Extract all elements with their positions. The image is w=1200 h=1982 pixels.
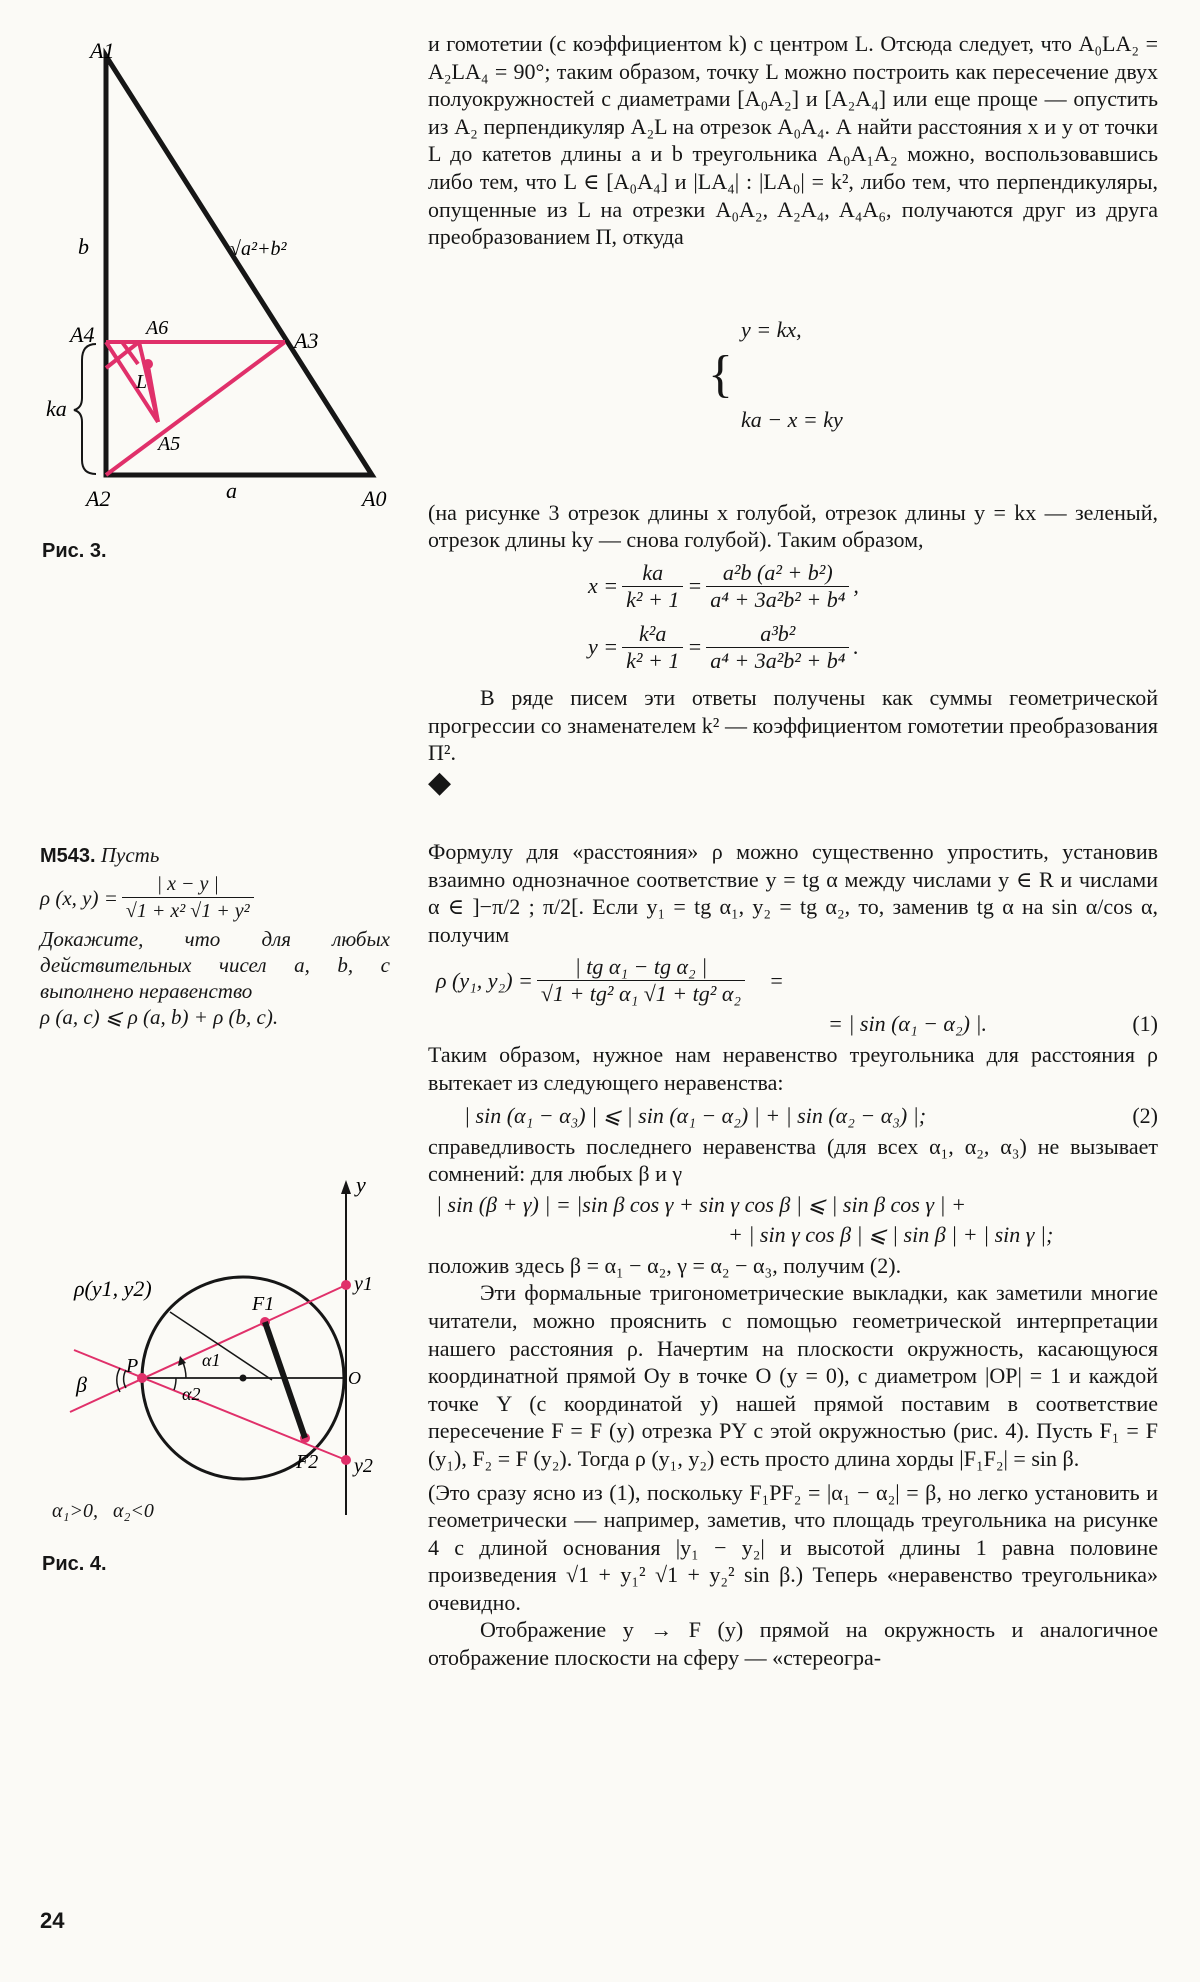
- fig3-label-A6: A6: [146, 317, 169, 339]
- system-lines: [741, 255, 843, 495]
- fig4-label-rho: ρ(y1, y2): [74, 1276, 152, 1301]
- m543-intro: Пусть: [100, 843, 160, 867]
- fig4-label-F1: F1: [252, 1293, 275, 1315]
- fig4-label-beta: β: [76, 1372, 87, 1397]
- m543-fraction-den: √1 + x² √1 + y²: [122, 897, 254, 924]
- fig4-label-y1: y1: [354, 1273, 373, 1295]
- paragraph-10: Отображение y → F (y) прямой на окружность и аналогичное отображение плоскости на сферу — «стереогра-: [428, 1617, 1158, 1671]
- formula-y-frac1: [622, 621, 683, 674]
- formula-x-frac2: [706, 560, 849, 613]
- formula-1-eq: =: [769, 967, 784, 993]
- formula-3b: + | sin γ cos β | ⩽ | sin β | + | sin γ |;: [728, 1221, 1054, 1247]
- fig4-point-y2: [341, 1455, 351, 1465]
- figure-4: [40, 1170, 400, 1530]
- fig3-label-L: L: [136, 371, 148, 393]
- fig4-note: α₁>0, α₂<0: [52, 1500, 154, 1522]
- formula-y-eq: =: [687, 634, 703, 660]
- fig4-label-F2: F2: [296, 1451, 319, 1473]
- fig3-label-ka: ka: [46, 396, 67, 421]
- fig3-label-A5: A5: [158, 433, 181, 455]
- fig4-center: [240, 1375, 247, 1382]
- fig4-alpha2-arc: [174, 1378, 176, 1390]
- formula-x-frac2-num: a²b (a² + b²): [722, 559, 833, 585]
- system-line-1: y = kx,: [740, 316, 802, 342]
- fig4-label-alpha1: α1: [202, 1350, 221, 1370]
- m543-inequality: ρ (a, c) ⩽ ρ (a, b) + ρ (b, c).: [40, 1005, 279, 1029]
- formula-x-frac1-num: ka: [642, 559, 664, 585]
- fig3-caption: Рис. 3.: [42, 540, 107, 562]
- right-column-2: [428, 838, 1158, 1672]
- formula-x-frac1: [622, 560, 683, 613]
- fig3-label-A4: A4: [70, 322, 95, 347]
- formula-x-frac1-den: k² + 1: [622, 586, 683, 613]
- formula-y-frac1-num: k²a: [639, 620, 667, 646]
- fig4-y-arrow: [341, 1180, 351, 1194]
- formula-x: [588, 560, 1158, 613]
- paragraph-5: Таким образом, нужное нам неравенство треугольника для расстояния ρ вытекает из следующего неравенства:: [428, 1042, 1158, 1095]
- paragraph-1: и гомотетии (с коэффициентом k) с центром L. Отсюда следует, что A₀LA₂ = A₂LA₄ = 90°; таким образом, точку L можно построить как пересечение двух полуокружностей с диаметрами [A₀A₂] и [A₂A₄] или еще проще — опустить из A₂ перпендикуляр A₂L на отрезок A₀A₄. А найти расстояния x и y от точки L до катетов длины a и b треугольника A₀A₁A₂ можно, воспользовавшись либо тем, что L ∈ [A₀A₄] и |LA₄| : |LA₀| = k², либо тем, что перпендикуляры, опущенные из L на отрезки A₀A₂, A₂A₄, A₄A₆, получаются друг из друга преобразованием Π, откуда: [428, 31, 1158, 250]
- right-column: [428, 30, 1158, 767]
- fig4-label-O: O: [348, 1368, 361, 1388]
- formula-y-frac1-den: k² + 1: [622, 647, 683, 674]
- fig4-label-alpha2: α2: [182, 1384, 201, 1404]
- fig4-point-y1: [341, 1280, 351, 1290]
- formula-1-lhs: ρ (y₁, y₂) =: [436, 967, 533, 993]
- system-of-equations: [708, 255, 1158, 495]
- page-number: 24: [40, 1908, 65, 1933]
- fig3-ka-brace: [74, 344, 96, 474]
- system-line-2: ka − x = ky: [740, 406, 843, 432]
- fig3-label-A2: A2: [86, 486, 111, 510]
- m543-formula: [40, 871, 390, 924]
- formula-1-line2: [828, 1011, 1158, 1037]
- formula-y-lhs: y =: [588, 634, 619, 660]
- formula-x-end: ,: [853, 573, 859, 599]
- formula-3a: | sin (β + γ) | = |sin β cos γ + sin γ cos β | ⩽ | sin β cos γ | +: [436, 1191, 966, 1217]
- paragraph-6: справедливость последнего неравенства (для всех α₁, α₂, α₃) не вызывает сомнений: для любых β и γ: [428, 1133, 1158, 1187]
- system-brace: {: [708, 345, 733, 403]
- formula-2: [464, 1103, 1158, 1129]
- fig3-point-L: [143, 359, 153, 369]
- fig3-label-a: a: [226, 478, 237, 503]
- formula-y-frac2-den: a⁴ + 3a²b² + b⁴: [706, 647, 849, 674]
- formula-x-eq: =: [687, 573, 703, 599]
- formula-y-frac2: [706, 621, 849, 674]
- fig3-label-hyp: √a²+b²: [230, 238, 287, 260]
- formula-2-tag: (2): [1132, 1102, 1158, 1128]
- fig3-label-A3: A3: [294, 328, 319, 353]
- formula-y-frac2-num: a³b²: [760, 620, 796, 646]
- m543-fraction: [122, 871, 254, 924]
- m543-body: Докажите, что для любых действительных чисел a, b, с выполнено неравенство: [40, 927, 390, 1003]
- fig3-label-b: b: [78, 234, 89, 259]
- m543-label: М543.: [40, 845, 96, 867]
- section-diamond: ◆: [428, 766, 452, 799]
- formula-1-frac: [537, 954, 745, 1007]
- fig3-main-triangle: [106, 56, 372, 475]
- formula-y-end: .: [853, 634, 859, 660]
- formula-x-frac2-den: a⁴ + 3a²b² + b⁴: [706, 586, 849, 613]
- paragraph-9: (Это сразу ясно из (1), поскольку F₁PF₂ = |α₁ − α₂| = β, но легко установить и геометрически — например, заметив, что площадь треугольника на рисунке 4 с длиной основания |y₁ − y₂| и высотой длины 1 равна половине произведения √1 + y₁² √1 + y₂² sin β.) Теперь «неравенство треугольника» очевидно.: [428, 1479, 1158, 1615]
- formula-1-tag: (1): [1132, 1011, 1158, 1037]
- problem-m543: [40, 842, 390, 1030]
- fig3-pink-lines: [106, 342, 285, 475]
- fig3-label-A0: A0: [362, 486, 387, 510]
- fig4-alpha1-arrow: [178, 1356, 186, 1366]
- formula-1: [436, 954, 1158, 1007]
- fig4-point-P: [137, 1373, 147, 1383]
- m543-fraction-num: | x − y |: [156, 873, 219, 895]
- formula-x-lhs: x =: [588, 573, 619, 599]
- figure-3: [40, 30, 420, 510]
- fig4-label-y: y: [356, 1172, 366, 1197]
- fig4-label-y2: y2: [354, 1455, 373, 1477]
- fig3-label-A1: A1: [90, 38, 115, 63]
- formula-1-result: = | sin (α₁ − α₂) |.: [828, 1011, 988, 1037]
- formula-1-den: √1 + tg² α₁ √1 + tg² α₂: [537, 980, 745, 1007]
- m543-header: [40, 842, 390, 869]
- paragraph-7: положив здесь β = α₁ − α₂, γ = α₂ − α₃, получим (2).: [428, 1252, 902, 1278]
- fig4-caption: Рис. 4.: [42, 1553, 107, 1575]
- formula-y: [588, 621, 1158, 674]
- paragraph-2: (на рисунке 3 отрезок длины x голубой, отрезок длины y = kx — зеленый, отрезок длины ky — снова голубой). Таким образом,: [428, 499, 1158, 553]
- formula-1-num: | tg α₁ − tg α₂ |: [574, 954, 708, 980]
- paragraph-4: Формулу для «расстояния» ρ можно существенно упростить, установив взаимно однозначное соответствие y = tg α между числами y ∈ R и числами α ∈ ]−π/2 ; π/2[. Если y₁ = tg α₁, y₂ = tg α₂, то, заменив tg α на sin α/cos α, получим: [428, 839, 1158, 947]
- formula-2-body: | sin (α₁ − α₃) | ⩽ | sin (α₁ − α₂) | + | sin (α₂ − α₃) |;: [464, 1102, 927, 1128]
- m543-formula-lhs: ρ (x, y) =: [40, 885, 118, 910]
- paragraph-8: Эти формальные тригонометрические выкладки, как заметили многие читатели, можно прояснить с помощью геометрической интерпретации нашего расстояния ρ. Начертим на плоскости окружность, касающуюся координатной прямой Oy в точке O (y = 0), с диаметром |OP| = 1 и каждой точке Y (с координатой y) нашей прямой поставим в соответствие пересечение F = F (y) отрезка PY с этой окружностью (рис. 4). Пусть F₁ = F (y₁), F₂ = F (y₂). Тогда ρ (y₁, y₂) есть просто длина хорды |F₁F₂| = sin β.: [428, 1280, 1158, 1471]
- fig4-label-P: P: [126, 1355, 139, 1377]
- paragraph-3: В ряде писем эти ответы получены как суммы геометрической прогрессии со знаменателем k² — коэффициентом гомотетии преобразования Π².: [428, 684, 1158, 766]
